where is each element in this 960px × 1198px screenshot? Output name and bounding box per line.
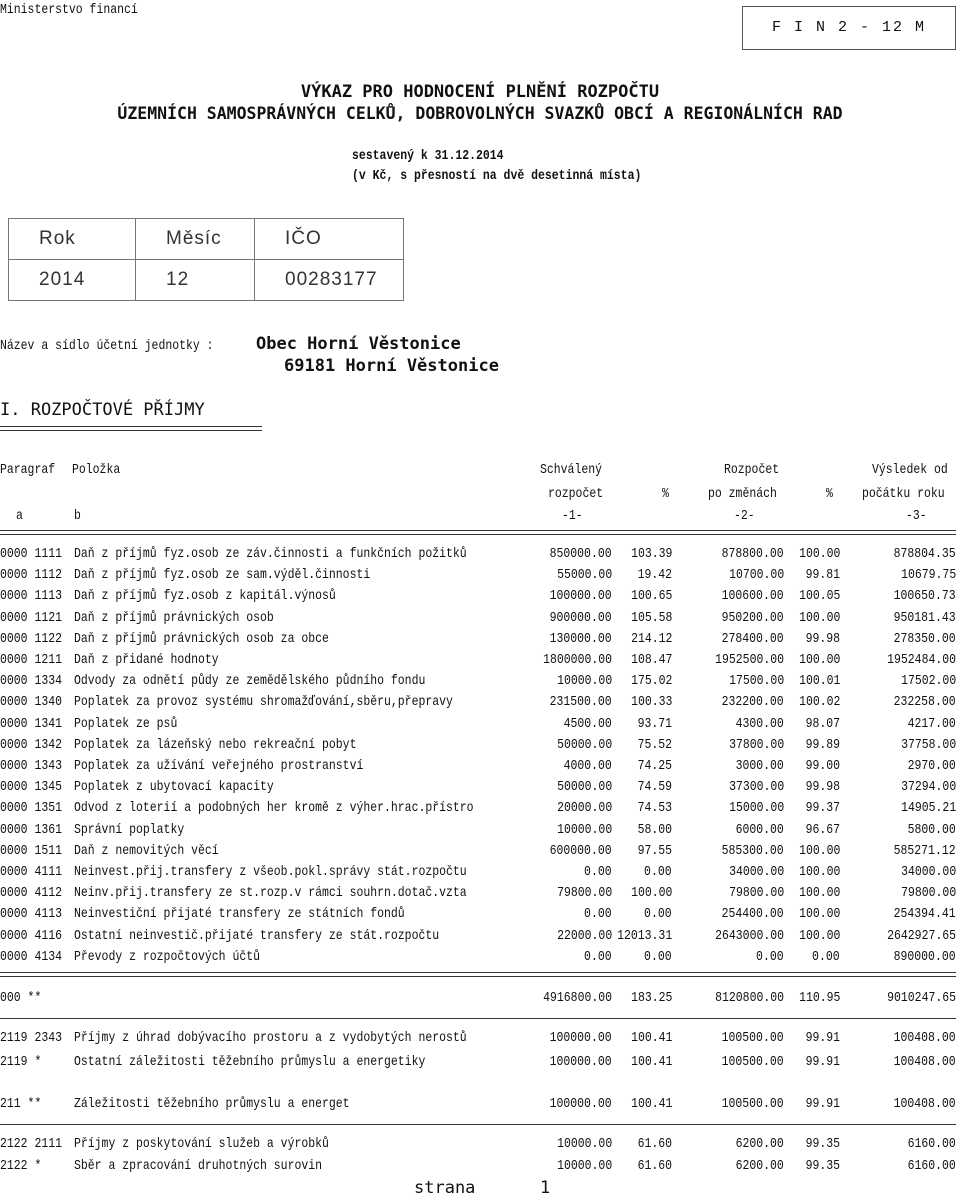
row-result: 37294.00 — [900, 779, 956, 796]
table-row — [0, 567, 956, 587]
row-adjusted-budget: 100500.00 — [721, 1030, 784, 1046]
row-pct-adjusted: 98.07 — [805, 715, 840, 732]
row-pct-adjusted: 99.37 — [805, 800, 840, 817]
row-code: 0000 1112 — [0, 567, 63, 584]
row-adjusted-budget: 6200.00 — [735, 1158, 784, 1174]
row-description: Daň z příjmů fyz.osob ze záv.činnosti a funkčních požitků — [74, 546, 467, 562]
row-code: 0000 4113 — [0, 906, 63, 923]
table-row — [0, 906, 956, 926]
col-n2: -2- — [734, 508, 755, 524]
row-pct-approved: 0.00 — [644, 864, 672, 880]
row-code: 0000 4111 — [0, 864, 63, 880]
row-code: 0000 4112 — [0, 885, 63, 902]
row-pct-approved: 105.58 — [630, 609, 672, 626]
row-description: Ostatní záležitosti těžebního průmyslu a energetiky — [74, 1054, 426, 1070]
row-code: 0000 1113 — [0, 588, 63, 605]
row-adjusted-budget: 4300.00 — [735, 715, 784, 732]
month-value: 12 — [136, 260, 255, 301]
row-result: 6160.00 — [907, 1136, 956, 1152]
row-pct-approved: 0.00 — [644, 906, 672, 923]
row-result: 37758.00 — [900, 736, 956, 753]
row-code: 2119 2343 — [0, 1030, 63, 1046]
row-pct-approved: 103.39 — [630, 546, 672, 562]
units-note: (v Kč, s přesností na dvě desetinná místa) — [352, 168, 642, 184]
form-code: F I N 2 - 12 M — [771, 19, 927, 36]
row-adjusted-budget: 100500.00 — [721, 1096, 784, 1112]
row-code: 0000 4116 — [0, 927, 63, 944]
row-pct-approved: 100.33 — [630, 694, 672, 711]
table-row — [0, 800, 956, 820]
table-row — [0, 779, 956, 799]
row-approved-budget: 1800000.00 — [543, 652, 612, 668]
row-code: 0000 1351 — [0, 800, 63, 817]
row-pct-approved: 100.00 — [630, 885, 672, 902]
row-result: 4217.00 — [907, 715, 956, 732]
row-pct-approved: 100.65 — [630, 588, 672, 605]
group-rule — [0, 1018, 956, 1019]
row-adjusted-budget: 15000.00 — [728, 800, 784, 817]
row-result: 14905.21 — [900, 800, 956, 817]
row-pct-approved: 0.00 — [644, 948, 672, 965]
row-code: 0000 4134 — [0, 948, 63, 965]
row-code: 0000 1341 — [0, 715, 63, 732]
row-adjusted-budget: 0.00 — [756, 948, 784, 965]
row-pct-adjusted: 100.00 — [798, 927, 840, 944]
row-pct-adjusted: 100.05 — [798, 588, 840, 605]
row-code: 2122 * — [0, 1158, 42, 1174]
col-rozpocet: rozpočet — [548, 486, 604, 502]
row-adjusted-budget: 278400.00 — [721, 630, 784, 647]
row-approved-budget: 10000.00 — [556, 1158, 612, 1174]
col-pct2: % — [826, 486, 833, 502]
row-approved-budget: 100000.00 — [549, 1054, 612, 1070]
row-adjusted-budget: 37800.00 — [728, 736, 784, 753]
row-code: 0000 1361 — [0, 821, 63, 838]
row-description: Poplatek z ubytovací kapacity — [74, 779, 274, 796]
row-code: 2119 * — [0, 1054, 42, 1070]
row-description: Správní poplatky — [74, 821, 185, 838]
row-pct-approved: 75.52 — [637, 736, 672, 753]
row-pct-adjusted: 99.91 — [805, 1096, 840, 1112]
compiled-date: sestavený k 31.12.2014 — [352, 148, 504, 164]
row-code: 0000 1121 — [0, 609, 63, 626]
row-pct-adjusted: 100.00 — [798, 864, 840, 880]
table-row — [0, 822, 956, 842]
row-result: 232258.00 — [893, 694, 956, 711]
identification-box — [8, 218, 404, 301]
col-polozka: Položka — [72, 462, 121, 478]
row-result: 585271.12 — [893, 842, 956, 859]
table-row — [0, 546, 956, 566]
row-result: 100408.00 — [893, 1054, 956, 1070]
row-result: 34000.00 — [900, 864, 956, 880]
row-result: 10679.75 — [900, 567, 956, 584]
subtotal-row — [0, 1158, 956, 1178]
year-label: Rok — [9, 219, 136, 260]
row-code: 0000 1111 — [0, 546, 63, 562]
row-adjusted-budget: 950200.00 — [721, 609, 784, 626]
row-result: 1952484.00 — [887, 652, 956, 668]
row-code: 0000 1334 — [0, 673, 63, 690]
row-pct-approved: 108.47 — [630, 652, 672, 668]
row-result: 100408.00 — [893, 1030, 956, 1046]
row-pct-adjusted: 100.02 — [798, 694, 840, 711]
row-code: 0000 1340 — [0, 694, 63, 711]
row-pct-approved: 214.12 — [630, 630, 672, 647]
row-adjusted-budget: 6200.00 — [735, 1136, 784, 1152]
section-underline — [0, 426, 262, 431]
row-pct-approved: 100.41 — [630, 1096, 672, 1112]
row-pct-adjusted: 100.01 — [798, 673, 840, 690]
row-adjusted-budget: 100600.00 — [721, 588, 784, 605]
row-approved-budget: 231500.00 — [549, 694, 612, 711]
row-approved-budget: 0.00 — [584, 864, 612, 880]
row-pct-approved: 175.02 — [630, 673, 672, 690]
row-approved-budget: 79800.00 — [556, 885, 612, 902]
page-label: strana — [414, 1178, 476, 1198]
month-label: Měsíc — [136, 219, 255, 260]
unit-name: Obec Horní Věstonice — [256, 334, 461, 354]
ico-value: 00283177 — [255, 260, 404, 301]
row-adjusted-budget: 254400.00 — [721, 906, 784, 923]
row-pct-adjusted: 100.00 — [798, 885, 840, 902]
table-row — [0, 673, 956, 693]
row-pct-adjusted: 100.00 — [798, 906, 840, 923]
row-pct-approved: 58.00 — [637, 821, 672, 838]
row-adjusted-budget: 34000.00 — [728, 864, 784, 880]
row-adjusted-budget: 878800.00 — [721, 546, 784, 562]
row-pct-adjusted: 100.00 — [798, 652, 840, 668]
group-rule — [0, 1124, 956, 1125]
col-pct1: % — [662, 486, 669, 502]
row-adjusted-budget: 10700.00 — [728, 567, 784, 584]
row-approved-budget: 850000.00 — [549, 546, 612, 562]
row-description: Daň z příjmů právnických osob za obce — [74, 630, 329, 647]
row-description: Sběr a zpracování druhotných surovin — [74, 1158, 323, 1174]
row-pct-adjusted: 99.98 — [805, 630, 840, 647]
row-description: Daň z příjmů fyz.osob ze sam.výděl.činnosti — [74, 567, 371, 584]
row-pct-adjusted: 110.95 — [798, 990, 840, 1006]
table-row — [0, 631, 956, 651]
row-approved-budget: 130000.00 — [549, 630, 612, 647]
row-code: 0000 1211 — [0, 652, 63, 668]
row-result: 2970.00 — [907, 758, 956, 774]
row-code: 0000 1342 — [0, 736, 63, 753]
col-po-zmenach: po změnách — [708, 486, 777, 502]
row-code: 211 ** — [0, 1096, 42, 1112]
ico-label: IČO — [255, 219, 404, 260]
col-pocatku-roku: počátku roku — [862, 486, 945, 502]
row-approved-budget: 100000.00 — [549, 1096, 612, 1112]
report-title-line2: ÚZEMNÍCH SAMOSPRÁVNÝCH CELKŮ, DOBROVOLNÝCH SVAZKŮ OBCÍ A REGIONÁLNÍCH RAD — [117, 104, 843, 123]
row-description: Daň z nemovitých věcí — [74, 842, 219, 859]
col-paragraf: Paragraf — [0, 462, 56, 478]
row-approved-budget: 600000.00 — [549, 842, 612, 859]
unit-label: Název a sídlo účetní jednotky : — [0, 338, 214, 354]
row-description: Ostatní neinvestič.přijaté transfery ze stát.rozpočtu — [74, 927, 440, 944]
subtotal-row — [0, 1054, 956, 1074]
row-approved-budget: 0.00 — [584, 948, 612, 965]
row-description: Převody z rozpočtových účtů — [74, 948, 261, 965]
row-result: 278350.00 — [893, 630, 956, 647]
row-result: 950181.43 — [893, 609, 956, 626]
row-result: 100650.73 — [893, 588, 956, 605]
row-result: 254394.41 — [893, 906, 956, 923]
row-approved-budget: 0.00 — [584, 906, 612, 923]
unit-address: 69181 Horní Věstonice — [284, 356, 499, 376]
row-pct-adjusted: 96.67 — [805, 821, 840, 838]
row-pct-adjusted: 99.98 — [805, 779, 840, 796]
row-adjusted-budget: 17500.00 — [728, 673, 784, 690]
row-pct-adjusted: 99.89 — [805, 736, 840, 753]
row-adjusted-budget: 100500.00 — [721, 1054, 784, 1070]
row-pct-adjusted: 99.91 — [805, 1030, 840, 1046]
table-row — [0, 949, 956, 969]
row-approved-budget: 10000.00 — [556, 673, 612, 690]
row-approved-budget: 100000.00 — [549, 588, 612, 605]
row-adjusted-budget: 8120800.00 — [715, 990, 784, 1006]
row-pct-approved: 61.60 — [637, 1158, 672, 1174]
table-row — [0, 716, 956, 736]
row-code: 000 ** — [0, 990, 42, 1006]
row-adjusted-budget: 2643000.00 — [715, 927, 784, 944]
row-pct-approved: 12013.31 — [616, 927, 672, 944]
row-description: Záležitosti těžebního průmyslu a energet — [74, 1096, 350, 1112]
row-adjusted-budget: 3000.00 — [735, 758, 784, 774]
row-pct-adjusted: 99.35 — [805, 1136, 840, 1152]
row-pct-adjusted: 99.81 — [805, 567, 840, 584]
row-description: Neinvestiční přijaté transfery ze státních fondů — [74, 906, 405, 923]
row-result: 9010247.65 — [887, 990, 956, 1006]
row-pct-adjusted: 100.00 — [798, 609, 840, 626]
row-adjusted-budget: 79800.00 — [728, 885, 784, 902]
row-result: 17502.00 — [900, 673, 956, 690]
table-row — [0, 737, 956, 757]
row-pct-approved: 74.53 — [637, 800, 672, 817]
row-approved-budget: 4000.00 — [563, 758, 612, 774]
row-approved-budget: 900000.00 — [549, 609, 612, 626]
row-pct-adjusted: 0.00 — [812, 948, 840, 965]
row-approved-budget: 50000.00 — [556, 779, 612, 796]
row-result: 2642927.65 — [887, 927, 956, 944]
row-approved-budget: 20000.00 — [556, 800, 612, 817]
row-code: 0000 1343 — [0, 758, 63, 774]
row-description: Odvod z loterií a podobných her kromě z výher.hrac.přístro — [74, 800, 474, 817]
row-pct-approved: 183.25 — [630, 990, 672, 1006]
row-pct-approved: 100.41 — [630, 1030, 672, 1046]
table-row — [0, 588, 956, 608]
form-code-box — [742, 6, 956, 50]
table-row — [0, 652, 956, 672]
col-n3: -3- — [906, 508, 927, 524]
col-n1: -1- — [562, 508, 583, 524]
row-code: 0000 1345 — [0, 779, 63, 796]
row-pct-adjusted: 99.91 — [805, 1054, 840, 1070]
row-result: 100408.00 — [893, 1096, 956, 1112]
page-number: 1 — [540, 1178, 551, 1198]
row-pct-approved: 93.71 — [637, 715, 672, 732]
row-pct-adjusted: 100.00 — [798, 842, 840, 859]
row-pct-adjusted: 99.35 — [805, 1158, 840, 1174]
section-title: I. ROZPOČTOVÉ PŘÍJMY — [0, 400, 205, 420]
table-row — [0, 610, 956, 630]
row-pct-adjusted: 100.00 — [798, 546, 840, 562]
col-schvaleny: Schválený — [540, 462, 603, 478]
row-description: Neinv.přij.transfery ze st.rozp.v rámci souhrn.dotač.vzta — [74, 885, 467, 902]
subtotal-rule — [0, 972, 956, 977]
row-pct-adjusted: 99.00 — [805, 758, 840, 774]
header-rule — [0, 530, 956, 535]
col-a: a — [16, 508, 23, 524]
row-result: 79800.00 — [900, 885, 956, 902]
table-row — [0, 843, 956, 863]
row-pct-approved: 74.59 — [637, 779, 672, 796]
row-pct-approved: 97.55 — [637, 842, 672, 859]
row-description: Odvody za odnětí půdy ze zemědělského půdního fondu — [74, 673, 426, 690]
row-code: 0000 1122 — [0, 630, 63, 647]
col-rozpocet-zmeny: Rozpočet — [724, 462, 780, 478]
ministry-label: Ministerstvo financí — [0, 2, 138, 18]
row-result: 878804.35 — [893, 546, 956, 562]
row-description: Poplatek za užívání veřejného prostranství — [74, 758, 364, 774]
row-pct-approved: 100.41 — [630, 1054, 672, 1070]
row-approved-budget: 22000.00 — [556, 927, 612, 944]
table-row — [0, 1136, 956, 1156]
row-result: 6160.00 — [907, 1158, 956, 1174]
col-b: b — [74, 508, 81, 524]
row-approved-budget: 4916800.00 — [543, 990, 612, 1006]
table-row — [0, 864, 956, 884]
table-row — [0, 758, 956, 778]
row-adjusted-budget: 37300.00 — [728, 779, 784, 796]
row-pct-approved: 61.60 — [637, 1136, 672, 1152]
row-adjusted-budget: 585300.00 — [721, 842, 784, 859]
row-approved-budget: 4500.00 — [563, 715, 612, 732]
row-approved-budget: 10000.00 — [556, 821, 612, 838]
table-row — [0, 694, 956, 714]
row-result: 5800.00 — [907, 821, 956, 838]
row-description: Poplatek ze psů — [74, 715, 178, 732]
row-adjusted-budget: 1952500.00 — [715, 652, 784, 668]
row-description: Poplatek za provoz systému shromažďování,sběru,přepravy — [74, 694, 453, 711]
row-pct-approved: 74.25 — [637, 758, 672, 774]
report-title-line1: VÝKAZ PRO HODNOCENÍ PLNĚNÍ ROZPOČTU — [300, 82, 660, 102]
row-adjusted-budget: 6000.00 — [735, 821, 784, 838]
row-description: Poplatek za lázeňský nebo rekreační pobyt — [74, 736, 357, 753]
row-description: Daň z příjmů fyz.osob z kapitál.výnosů — [74, 588, 336, 605]
col-vysledek: Výsledek od — [872, 462, 948, 478]
row-adjusted-budget: 232200.00 — [721, 694, 784, 711]
row-description: Příjmy z úhrad dobývacího prostoru a z vydobytých nerostů — [74, 1030, 467, 1046]
row-approved-budget: 100000.00 — [549, 1030, 612, 1046]
table-row — [0, 1030, 956, 1050]
row-result: 890000.00 — [893, 948, 956, 965]
subtotal-row — [0, 990, 956, 1010]
year-value: 2014 — [9, 260, 136, 301]
row-code: 2122 2111 — [0, 1136, 63, 1152]
row-code: 0000 1511 — [0, 842, 63, 859]
row-description: Neinvest.přij.transfery z všeob.pokl.správy stát.rozpočtu — [74, 864, 467, 880]
table-row — [0, 928, 956, 948]
row-pct-approved: 19.42 — [637, 567, 672, 584]
subtotal-row — [0, 1096, 956, 1116]
row-description: Daň z přidané hodnoty — [74, 652, 219, 668]
row-description: Příjmy z poskytování služeb a výrobků — [74, 1136, 329, 1152]
row-approved-budget: 10000.00 — [556, 1136, 612, 1152]
row-approved-budget: 50000.00 — [556, 736, 612, 753]
table-row — [0, 885, 956, 905]
row-approved-budget: 55000.00 — [556, 567, 612, 584]
row-description: Daň z příjmů právnických osob — [74, 609, 274, 626]
